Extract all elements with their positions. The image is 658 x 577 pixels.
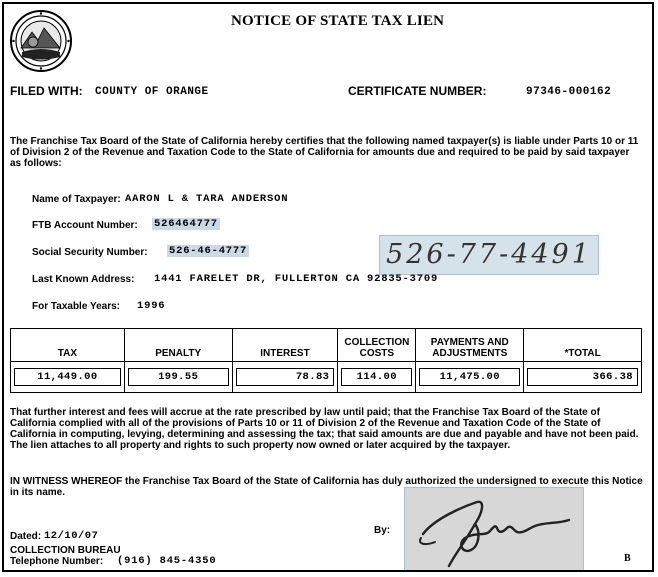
signature-mark xyxy=(405,488,583,572)
telephone-value: (916) 845-4350 xyxy=(117,555,217,567)
payments-value: 11,475.00 xyxy=(419,368,520,386)
column-header-penalty: PENALTY xyxy=(124,329,232,362)
taxpayer-name-label: Name of Taxpayer: xyxy=(32,194,121,205)
state-seal-icon xyxy=(10,10,72,72)
address-value: 1441 FARELET DR, FULLERTON CA 92835-3709 xyxy=(154,273,439,285)
penalty-value: 199.55 xyxy=(128,368,229,386)
certificate-label: CERTIFICATE NUMBER: xyxy=(348,84,487,98)
page-letter: B xyxy=(624,553,631,564)
column-header-collection-costs: COLLECTION COSTS xyxy=(338,329,416,362)
ssn-label: Social Security Number: xyxy=(32,247,148,258)
filed-with-value: COUNTY OF ORANGE xyxy=(95,86,209,98)
taxable-years-label: For Taxable Years: xyxy=(32,301,121,312)
tax-amount-table xyxy=(10,328,642,393)
ftb-account-value: 526464777 xyxy=(154,218,218,230)
taxable-years-value: 1996 xyxy=(137,300,166,312)
witness-paragraph: IN WITNESS WHEREOF the Franchise Tax Board of the State of California has duly authorized the undersigned to execute this Notice in its name. xyxy=(10,476,643,498)
handwritten-number: 526-77-4491 xyxy=(379,235,599,275)
telephone-label: Telephone Number: xyxy=(10,556,104,567)
dated-label: Dated: xyxy=(10,531,42,542)
tax-lien-notice xyxy=(2,2,654,572)
table-row xyxy=(11,362,642,393)
by-label: By: xyxy=(374,525,391,536)
ftb-account-label: FTB Account Number: xyxy=(32,220,138,231)
document-title: NOTICE OF STATE TAX LIEN xyxy=(231,13,445,29)
collection-costs-value: 114.00 xyxy=(341,368,412,386)
column-header-interest: INTEREST xyxy=(232,329,338,362)
column-header-total: *TOTAL xyxy=(524,329,642,362)
column-header-payments: PAYMENTS AND ADJUSTMENTS xyxy=(416,329,524,362)
ssn-value: 526-46-4777 xyxy=(169,245,248,257)
total-value: 366.38 xyxy=(527,368,638,386)
lien-paragraph: That further interest and fees will accrue at the rate prescribed by law until paid; that the Franchise Tax Board of the State of California complied with all of the provisions of Parts 10 or 11 of Division 2 of the Revenue and Taxation Code of the State of California in computing, levying, determining and assessing the tax; that said amounts are due and payable and have not been paid. The lien attaches to all property and rights to such property now owned or later acquired by the taxpayer. xyxy=(10,407,639,451)
certificate-number: 97346-000162 xyxy=(526,86,612,98)
column-header-tax: TAX xyxy=(11,329,125,362)
address-label: Last Known Address: xyxy=(32,274,135,285)
dated-value: 12/10/07 xyxy=(44,530,99,542)
filed-with-label: FILED WITH: xyxy=(10,84,83,98)
signature-box xyxy=(404,487,584,572)
intro-text: The Franchise Tax Board of the State of California hereby certifies that the following named taxpayer(s) is liable under Parts 10 or 11 of Division 2 of the Revenue and Taxation Code to the State of California for amounts due and required to be paid by said taxpayer as follows: xyxy=(10,136,639,169)
taxpayer-name-value: AARON L & TARA ANDERSON xyxy=(125,193,289,205)
collection-bureau: COLLECTION BUREAU xyxy=(10,545,121,556)
tax-value: 11,449.00 xyxy=(14,368,121,386)
interest-value: 78.83 xyxy=(236,368,335,386)
